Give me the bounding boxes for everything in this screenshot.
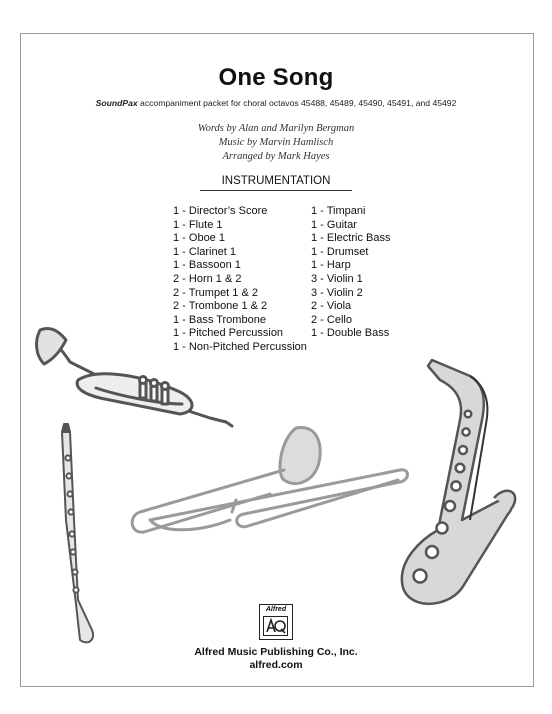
instrumentation-item: 1 - Guitar [311,218,357,231]
instrumentation-item: 3 - Violin 1 [311,272,363,285]
instrumentation-heading: INSTRUMENTATION [200,175,352,191]
instrumentation-item: 3 - Violin 2 [311,286,363,299]
instrumentation-item: 1 - Pitched Percussion [173,327,284,340]
publisher-name: Alfred Music Publishing Co., Inc. [194,646,358,658]
trombone-illustration [132,428,407,533]
instrumentation-item: 2 - Trombone 1 & 2 [173,300,268,313]
publisher-logo [259,604,293,640]
composer-credit: Music by Marvin Hamlisch [218,137,334,148]
instrumentation-item: 1 - Electric Bass [311,232,391,245]
lyricist-credit: Words by Alan and Marilyn Bergman [197,123,355,134]
instrumentation-item: 2 - Trumpet 1 & 2 [173,286,258,299]
brand-name: SoundPax [95,98,138,108]
trumpet-illustration [37,328,232,426]
saxophone-illustration [402,360,515,604]
instrumentation-item: 1 - Bassoon 1 [173,259,241,272]
instrumentation-item: 1 - Flute 1 [173,218,223,231]
instrumentation-item: 1 - Double Bass [311,327,390,340]
instrumentation-item: 1 - Clarinet 1 [173,245,236,258]
instrumentation-item: 1 - Oboe 1 [173,232,225,245]
instrumentation-item: 1 - Harp [311,259,351,272]
instrumentation-item: 1 - Director’s Score [173,205,268,217]
logo-mark-icon [263,616,288,636]
clarinet-illustration [62,424,93,642]
instrumentation-item: 2 - Horn 1 & 2 [173,272,242,285]
instrumentation-item: 1 - Bass Trombone [173,313,266,326]
arranger-credit: Arranged by Mark Hayes [222,151,330,162]
packet-description-text: accompaniment packet for choral octavos 45488, 45489, 45490, 45491, and 45492 [137,98,457,108]
song-title: One Song [218,64,334,91]
instrumentation-item: 1 - Timpani [311,205,366,217]
instrumentation-item: 1 - Non-Pitched Percussion [173,340,307,353]
instrumentation-item: 2 - Viola [311,300,352,313]
logo-text: Alfred [265,606,287,613]
publisher-website: alfred.com [249,659,303,671]
instrumentation-item: 1 - Drumset [311,245,369,258]
instrumentation-item: 2 - Cello [311,313,352,326]
